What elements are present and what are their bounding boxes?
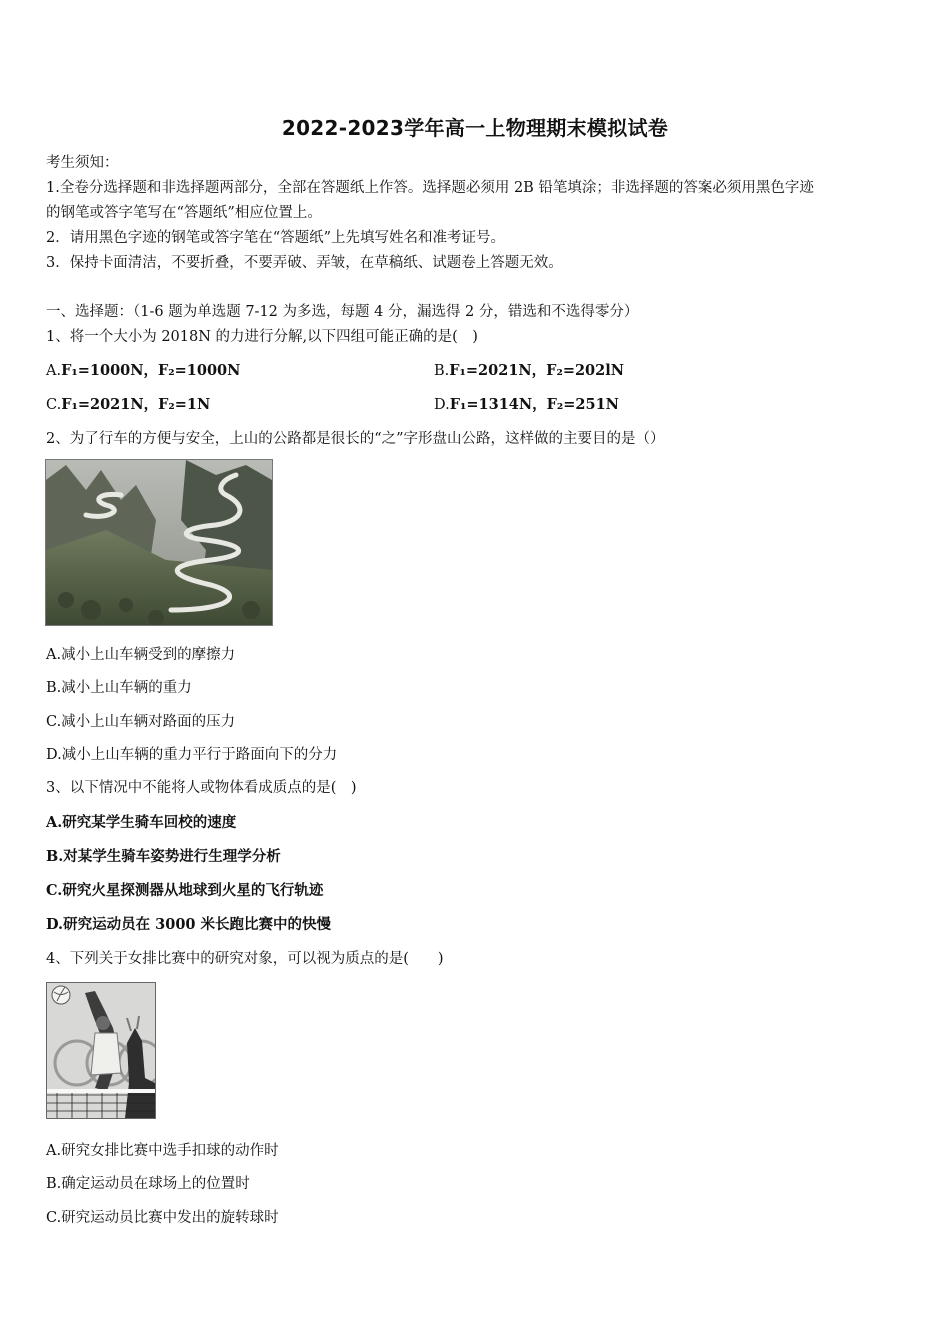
q3-option-b: B.对某学生骑车姿势进行生理学分析 [46,848,281,865]
notice-item-3: 3．保持卡面清洁，不要折叠，不要弄破、弄皱，在草稿纸、试题卷上答题无效。 [46,255,563,271]
q1-stem: 1、将一个大小为 2018N 的力进行分解,以下四组可能正确的是( ) [46,329,478,345]
q1-option-b-f2: F₂=202lN [546,362,624,379]
q2-option-a: A.减小上山车辆受到的摩擦力 [46,647,236,663]
q1-option-a-label: A. [46,363,62,379]
q4-option-b: B.确定运动员在球场上的位置时 [46,1176,250,1192]
q1-option-c-f2: F₂=1N [158,396,211,413]
volleyball-illustration [47,983,155,1118]
notice-item-1: 1.全卷分选择题和非选择题两部分，全部在答题纸上作答。选择题必须用 2B 铅笔填涂；非选择题的答案必须用黑色字迹 [46,180,814,196]
q4-stem: 4、下列关于女排比赛中的研究对象，可以视为质点的是( ) [46,951,444,967]
mountain-road-illustration [46,460,272,625]
q3-option-a: A.研究某学生骑车回校的速度 [46,814,237,831]
q1-option-d [434,395,619,415]
q1-option-a-f1: F₁=1000N， [61,362,158,379]
mountain-road-photo [45,459,273,626]
q1-option-c-label: C. [46,397,62,413]
notice-heading: 考生须知： [46,155,119,171]
q3-stem: 3、以下情况中不能将人或物体看成质点的是( ) [46,780,357,796]
q1-option-a-f2: F₂=1000N [158,362,241,379]
q1-option-d-f2: F₂=251N [546,396,619,413]
section-heading: 一、选择题：（1-6 题为单选题 7-12 为多选，每题 4 分，漏选得 2 分，错选和不选得零分） [46,304,639,320]
volleyball-photo [46,982,156,1119]
exam-title: 2022-2023学年高一上物理期末模拟试卷 [281,116,669,140]
q1-option-b-label: B. [434,363,450,379]
q1-option-a [46,361,240,381]
q1-option-d-f1: F₁=1314N， [449,396,547,413]
q1-option-d-label: D. [434,397,450,413]
q1-option-b-f1: F₁=2021N， [449,362,547,379]
q1-option-c-f1: F₁=2021N， [61,396,159,413]
q2-option-d: D.减小上山车辆的重力平行于路面向下的分力 [46,747,338,763]
notice-item-1-cont: 的钢笔或答字笔写在“答题纸”相应位置上。 [46,205,322,221]
q4-option-c: C.研究运动员比赛中发出的旋转球时 [46,1210,279,1226]
q2-stem: 2、为了行车的方便与安全，上山的公路都是很长的“之”字形盘山公路，这样做的主要目的是（） [46,431,665,447]
q2-option-c: C.减小上山车辆对路面的压力 [46,714,236,730]
q4-option-a: A.研究女排比赛中选手扣球的动作时 [46,1143,279,1159]
q1-option-b [434,361,624,381]
q1-option-c [46,395,210,415]
notice-item-2: 2．请用黑色字迹的钢笔或答字笔在“答题纸”上先填写姓名和准考证号。 [46,230,506,246]
q2-option-b: B.减小上山车辆的重力 [46,680,192,696]
q3-option-c: C.研究火星探测器从地球到火星的飞行轨迹 [46,882,324,899]
q3-option-d: D.研究运动员在 3000 米长跑比赛中的快慢 [46,916,332,933]
